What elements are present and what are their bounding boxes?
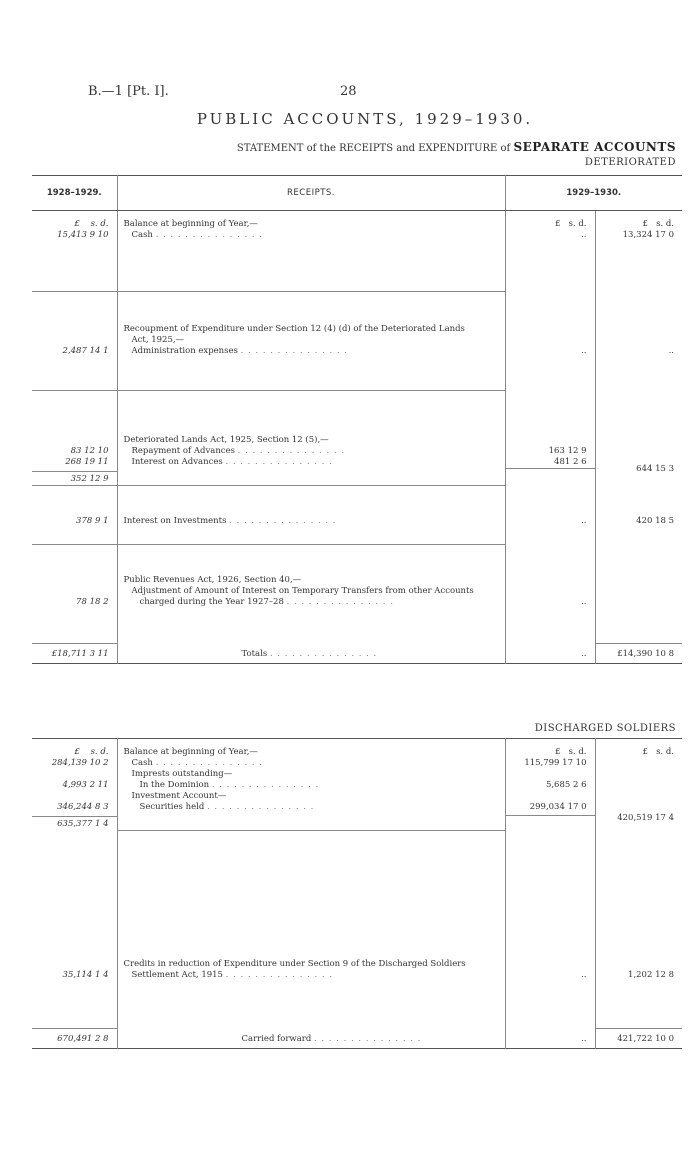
label-ds-cash: Cash: [131, 758, 153, 768]
leader-dots: . . . . . . . . . . . . . . .: [225, 969, 334, 980]
page-number: 28: [340, 84, 357, 99]
unit-header-sub: £ s. d.: [555, 747, 587, 757]
label-recoup: Recoupment of Expenditure under Section 12 (4) (d) of the Deteriorated Lands: [123, 324, 465, 334]
cell-admin-sub: [505, 292, 595, 391]
cell-adjust-desc: [117, 545, 505, 644]
unit-header-sub: £ s. d.: [555, 219, 587, 229]
cell-ds-credits-sub: [505, 830, 595, 1029]
page-title: PUBLIC ACCOUNTS, 1929–1930.: [196, 110, 534, 128]
label-totals: Totals: [241, 648, 268, 659]
value-ds-cash-sub: 115,799 17 10: [524, 758, 587, 768]
value-ds-carried-prev: 670,491 2 8: [57, 1034, 109, 1044]
table-row: [32, 739, 682, 831]
value-adjust-sub: ..: [581, 596, 587, 607]
label-pra: Public Revenues Act, 1926, Section 40,—: [123, 575, 302, 585]
cell-ds-credits-desc: [117, 830, 505, 1029]
cell-dla-curr: [595, 391, 682, 486]
value-investments-sub: ..: [581, 515, 587, 526]
cell-adjust-prev: [32, 545, 117, 644]
leader-dots: . . . . . . . . . . . . . . .: [240, 346, 348, 356]
table-row: [32, 391, 682, 486]
leader-dots: . . . . . . . . . . . . . . .: [206, 802, 315, 812]
value-ds-carried-curr: 421,722 10 0: [617, 1034, 674, 1044]
table-row: [32, 486, 682, 545]
label-cash: Cash: [131, 230, 153, 240]
value-ds-credits-prev: 35,114 1 4: [62, 970, 109, 980]
value-investments-curr: 420 18 5: [636, 515, 675, 526]
cell-ds-carried-desc: [117, 1029, 505, 1049]
cell-ds-balance-prev: [32, 739, 117, 831]
deteriorated-receipts-table: [32, 175, 682, 664]
section-title-deteriorated: DETERIORATED: [584, 157, 676, 168]
unit-header-curr: £ s. d.: [642, 219, 675, 229]
statement-heading: [237, 140, 676, 154]
value-admin-sub: ..: [581, 345, 587, 356]
label-adjust: Adjustment of Amount of Interest on Temporary Transfers from other Accounts: [131, 586, 474, 596]
cell-dla-desc: [117, 391, 505, 486]
label-ds-credits: Credits in reduction of Expenditure under Section 9 of the Discharged Soldiers: [123, 958, 466, 969]
statement-prefix: STATEMENT of the RECEIPTS and EXPENDITURE of: [236, 143, 511, 154]
label-ds-credits-act: Settlement Act, 1915: [131, 969, 223, 980]
page-header-reference: B.—1 [Pt. I].: [88, 84, 169, 99]
value-ds-dominion-sub: 5,685 2 6: [545, 780, 587, 790]
cell-cash-sub: [505, 211, 595, 292]
table-row: [32, 211, 682, 292]
col-header-prev-year: 1928–1929.: [32, 176, 117, 211]
cell-investments-desc: [117, 486, 505, 545]
label-ds-securities: Securities held: [139, 802, 205, 812]
value-ds-balance-subtotal-prev: 635,377 1 4: [32, 816, 117, 830]
value-ds-balance-total-curr: 420,519 17 4: [617, 813, 674, 823]
cell-ds-carried-sub: [505, 1029, 595, 1049]
value-cash-sub: ..: [581, 230, 587, 240]
value-totals-sub: ..: [581, 648, 587, 659]
col-header-curr-year: 1929–1930.: [505, 176, 682, 211]
value-ds-dominion-prev: 4,993 2 11: [62, 780, 109, 790]
value-cash-prev: 15,413 9 10: [57, 230, 109, 240]
cell-dla-sub: [505, 391, 595, 486]
cell-admin-prev: [32, 292, 117, 391]
cell-dla-prev: [32, 391, 117, 486]
statement-emphasis: SEPARATE ACCOUNTS: [513, 140, 676, 154]
cell-ds-carried-prev: [32, 1029, 117, 1049]
cell-totals-sub: [505, 644, 595, 664]
leader-dots: . . . . . . . . . . . . . . .: [229, 516, 337, 526]
cell-investments-sub: [505, 486, 595, 545]
discharged-receipts-table: [32, 738, 682, 1049]
label-repay: Repayment of Advances: [131, 446, 235, 456]
label-ds-invest: Investment Account—: [131, 791, 227, 801]
table-row: [32, 830, 682, 1029]
leader-dots: . . . . . . . . . . . . . . .: [313, 1033, 422, 1044]
value-totals-prev: £18,711 3 11: [51, 649, 109, 659]
cell-cash-prev: [32, 211, 117, 292]
label-interest-adv: Interest on Advances: [131, 457, 223, 467]
cell-ds-carried-curr: [595, 1029, 682, 1049]
cell-adjust-curr: [595, 545, 682, 644]
unit-header-curr: £ s. d.: [642, 747, 674, 757]
cell-adjust-sub: [505, 545, 595, 644]
value-repay-sub: 163 12 9: [548, 445, 587, 456]
value-ds-credits-sub: ..: [581, 970, 587, 980]
cell-investments-prev: [32, 486, 117, 545]
value-adjust-prev: 78 18 2: [76, 597, 109, 607]
value-ds-securities-prev: 346,244 8 3: [57, 802, 109, 812]
value-repay-prev: 83 12 10: [70, 446, 109, 456]
value-dla-subtotal-prev: 352 12 9: [32, 471, 117, 485]
label-recoup-act: Act, 1925,—: [131, 335, 185, 345]
leader-dots: . . . . . . . . . . . . . . .: [286, 597, 394, 607]
cell-investments-curr: [595, 486, 682, 545]
table-row-carried-forward: [32, 1029, 682, 1049]
value-investments-prev: 378 9 1: [76, 516, 109, 526]
table-row: [32, 292, 682, 391]
leader-dots: . . . . . . . . . . . . . . .: [237, 446, 346, 456]
cell-ds-credits-prev: [32, 830, 117, 1029]
label-dla: Deteriorated Lands Act, 1925, Section 12 (5),—: [123, 435, 329, 445]
value-ds-credits-curr: 1,202 12 8: [628, 970, 674, 980]
leader-dots: . . . . . . . . . . . . . . .: [269, 648, 378, 659]
cell-balance-desc: [117, 211, 505, 292]
table-row-totals: [32, 644, 682, 664]
cell-admin-curr: [595, 292, 682, 391]
cell-ds-balance-curr: [595, 739, 682, 831]
cell-cash-curr: [595, 211, 682, 292]
value-interest-adv-prev: 268 19 11: [65, 457, 109, 467]
label-investments: Interest on Investments: [123, 516, 227, 526]
label-ds-imprests: Imprests outstanding—: [131, 769, 233, 779]
value-dla-total-curr: 644 15 3: [636, 463, 675, 474]
cell-totals-curr: [595, 644, 682, 664]
label-ds-dominion: In the Dominion: [139, 780, 210, 790]
cell-ds-balance-desc: [117, 739, 505, 831]
unit-header-prev: £ s. d.: [74, 219, 109, 229]
cell-recoup-desc: [117, 292, 505, 391]
value-ds-carried-sub: ..: [581, 1033, 587, 1044]
cell-totals-prev: [32, 644, 117, 664]
leader-dots: . . . . . . . . . . . . . . .: [211, 780, 320, 790]
label-adjust-year: charged during the Year 1927–28: [139, 597, 284, 607]
value-admin-prev: 2,487 14 1: [62, 346, 109, 356]
leader-dots: . . . . . . . . . . . . . . .: [155, 230, 263, 240]
value-totals-curr: £14,390 10 8: [617, 649, 675, 659]
value-cash-curr: 13,324 17 0: [622, 230, 675, 240]
col-header-receipts: RECEIPTS.: [117, 176, 505, 211]
cell-ds-balance-sub: [505, 739, 595, 831]
table-header-row: [32, 176, 682, 211]
table-row: [32, 545, 682, 644]
cell-ds-credits-curr: [595, 830, 682, 1029]
value-ds-cash-prev: 284,139 10 2: [51, 758, 109, 768]
label-balance: Balance at beginning of Year,—: [123, 219, 258, 229]
value-ds-securities-sub: 299,034 17 0: [506, 802, 595, 816]
value-admin-curr: ..: [668, 345, 675, 356]
value-interest-adv-sub: 481 2 6: [506, 457, 595, 469]
cell-totals-desc: [117, 644, 505, 664]
section-title-discharged: DISCHARGED SOLDIERS: [534, 723, 676, 734]
label-ds-carried: Carried forward: [241, 1033, 312, 1044]
unit-header-prev: £ s. d.: [74, 747, 109, 757]
label-admin: Administration expenses: [131, 346, 238, 356]
leader-dots: . . . . . . . . . . . . . . .: [225, 457, 333, 467]
leader-dots: . . . . . . . . . . . . . . .: [155, 758, 263, 768]
label-ds-balance: Balance at beginning of Year,—: [123, 747, 258, 757]
